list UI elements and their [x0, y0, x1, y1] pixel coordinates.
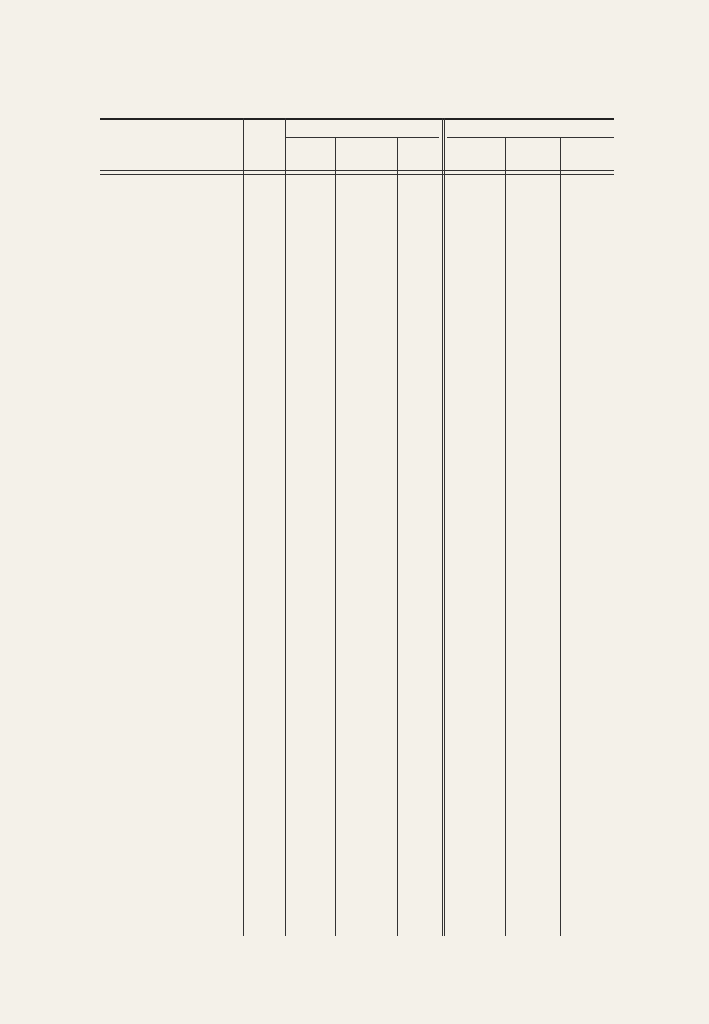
column-rule — [243, 118, 244, 936]
houses-group-rule — [285, 137, 439, 138]
table-top-rule — [100, 118, 614, 120]
column-double-rule — [442, 118, 445, 936]
population-group-rule — [447, 137, 614, 138]
header-bottom-rule — [100, 170, 614, 171]
header-bottom-rule-2 — [100, 174, 614, 175]
column-rule — [285, 118, 286, 936]
column-rule — [397, 137, 398, 936]
column-rule — [560, 137, 561, 936]
column-rule — [505, 137, 506, 936]
column-rule — [335, 137, 336, 936]
